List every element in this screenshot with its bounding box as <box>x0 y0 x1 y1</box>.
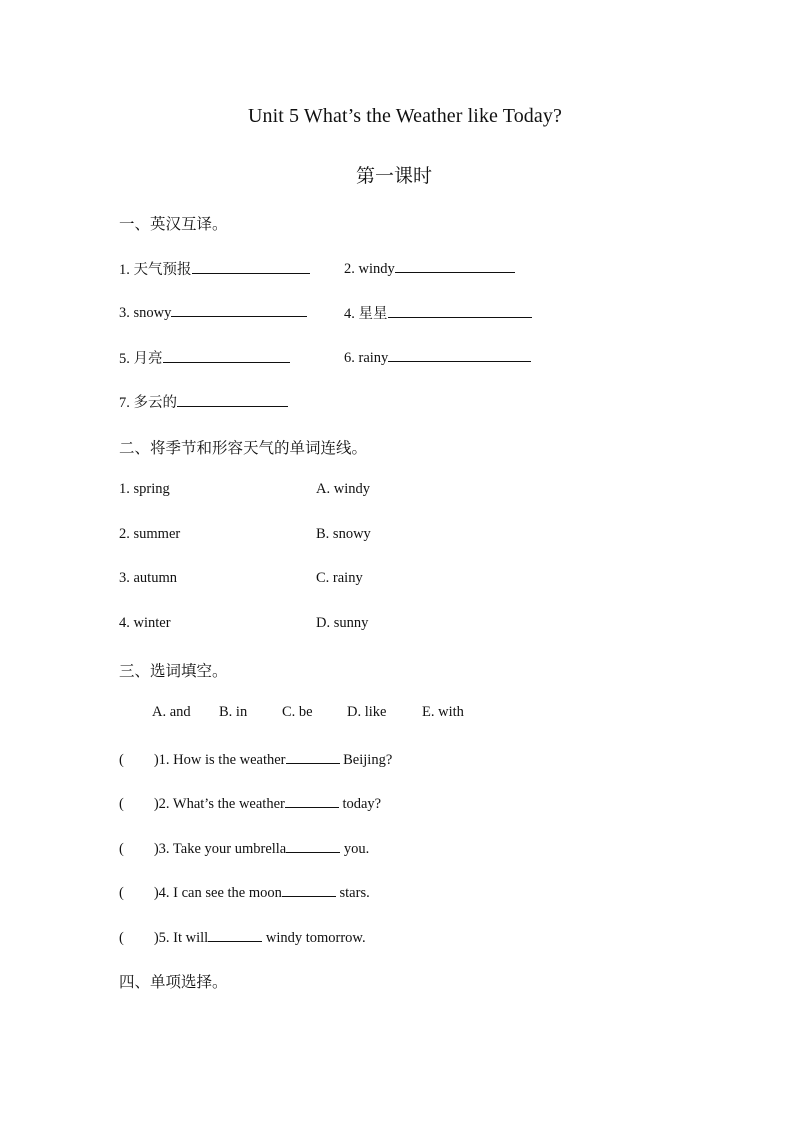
answer-blank[interactable] <box>192 259 310 274</box>
translate-item-3-label: 3. snowy <box>119 305 172 321</box>
question-text: )4. I can see the moon <box>153 885 282 901</box>
answer-paren-open: ( <box>119 796 124 812</box>
word-option: C. be <box>282 704 313 720</box>
fill-blank[interactable] <box>285 793 339 808</box>
question-text: )3. Take your umbrella <box>153 841 287 857</box>
section-4-heading: 四、单项选择。 <box>119 974 228 991</box>
weather-item[interactable]: D. sunny <box>316 615 369 631</box>
translate-item-4-label: 4. 星星 <box>344 306 388 322</box>
translate-item-7 <box>119 391 288 412</box>
answer-blank[interactable] <box>388 347 531 362</box>
season-item[interactable]: 3. autumn <box>119 570 177 586</box>
answer-blank[interactable] <box>177 392 288 407</box>
section-3-heading: 三、选词填空。 <box>119 663 228 680</box>
page-title: Unit 5 What’s the Weather like Today? <box>248 105 562 127</box>
fill-question-3 <box>119 838 369 858</box>
weather-item[interactable]: A. windy <box>316 481 370 497</box>
answer-paren-open: ( <box>119 752 124 768</box>
answer-paren-open: ( <box>119 841 124 857</box>
question-text: )5. It will <box>153 930 209 946</box>
translate-item-7-label: 7. 多云的 <box>119 395 177 411</box>
section-2-heading: 二、将季节和形容天气的单词连线。 <box>119 440 368 457</box>
season-item[interactable]: 2. summer <box>119 526 181 542</box>
question-text-after: stars. <box>335 885 370 901</box>
fill-question-4 <box>119 882 370 902</box>
answer-paren-open: ( <box>119 930 124 946</box>
translate-item-6-label: 6. rainy <box>344 350 389 366</box>
translate-item-1-label: 1. 天气预报 <box>119 262 192 278</box>
fill-question-2 <box>119 793 381 813</box>
fill-question-5 <box>119 927 366 947</box>
answer-blank[interactable] <box>395 258 515 273</box>
fill-blank[interactable] <box>208 927 262 942</box>
answer-blank[interactable] <box>388 303 532 318</box>
fill-question-1 <box>119 749 392 769</box>
answer-blank[interactable] <box>163 348 290 363</box>
question-text-after: windy tomorrow. <box>262 930 366 946</box>
question-text: )2. What’s the weather <box>153 796 285 812</box>
answer-paren-open: ( <box>119 885 124 901</box>
word-option: A. and <box>152 704 191 720</box>
word-option: E. with <box>422 704 464 720</box>
section-1-heading: 一、英汉互译。 <box>119 216 228 233</box>
page-subtitle: 第一课时 <box>356 166 433 187</box>
translate-item-3 <box>119 302 307 322</box>
answer-blank[interactable] <box>171 302 307 317</box>
translate-item-5-label: 5. 月亮 <box>119 351 163 367</box>
fill-blank[interactable] <box>282 882 336 897</box>
season-item[interactable]: 1. spring <box>119 481 170 497</box>
translate-item-5 <box>119 347 290 368</box>
question-text: )1. How is the weather <box>153 752 286 768</box>
fill-blank[interactable] <box>286 838 340 853</box>
translate-item-2-label: 2. windy <box>344 261 395 277</box>
question-text-after: Beijing? <box>339 752 393 768</box>
question-text-after: today? <box>338 796 382 812</box>
fill-blank[interactable] <box>286 749 340 764</box>
translate-item-1 <box>119 258 310 279</box>
season-item[interactable]: 4. winter <box>119 615 171 631</box>
question-text-after: you. <box>340 841 370 857</box>
word-option: B. in <box>219 704 248 720</box>
translate-item-4 <box>344 302 532 323</box>
weather-item[interactable]: B. snowy <box>316 526 371 542</box>
translate-item-2 <box>344 258 515 278</box>
word-option: D. like <box>347 704 387 720</box>
translate-item-6 <box>344 347 531 367</box>
weather-item[interactable]: C. rainy <box>316 570 363 586</box>
